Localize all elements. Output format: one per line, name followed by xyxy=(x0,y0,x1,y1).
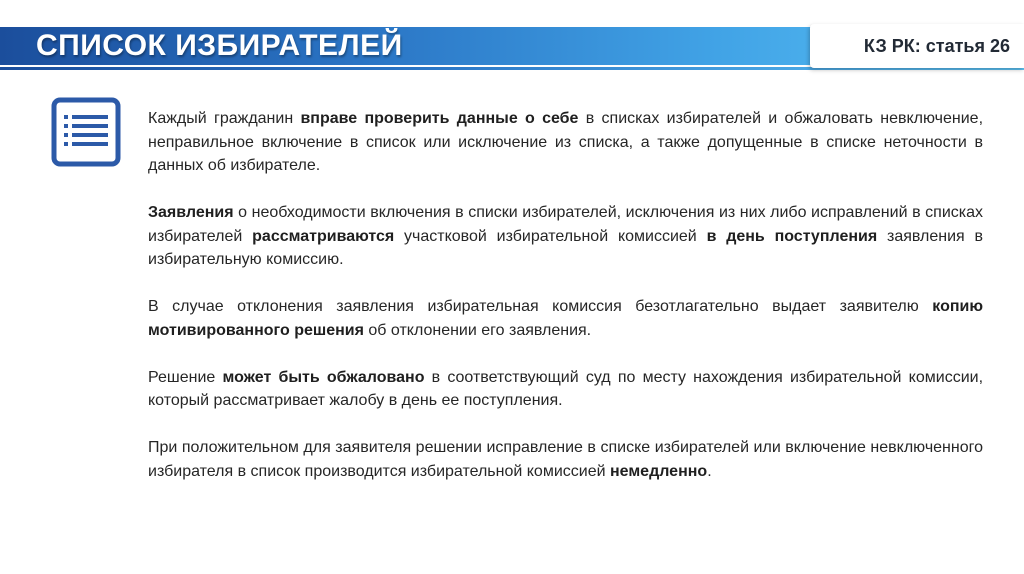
text: При положительном для заявителя решении исправление в списке избирателей или включение невключенного избирателя в список производится избирательной комиссией xyxy=(148,439,983,480)
emphasis: рассматриваются xyxy=(252,227,395,245)
text: Решение xyxy=(148,368,223,386)
text: о необходимости включения в списки избирателей, исключения из них либо исправлений в списках избирателей xyxy=(148,204,983,245)
law-reference-box xyxy=(810,24,1024,68)
emphasis: немедленно xyxy=(609,462,708,480)
article-body xyxy=(148,107,983,507)
emphasis: вправе проверить данные о себе xyxy=(300,110,579,127)
text: заявления в избирательную комиссию. xyxy=(148,227,984,268)
paragraph-appeal xyxy=(148,366,983,413)
text: В случае отклонения заявления избирательная комиссия безотлагательно выдает заявителю xyxy=(148,298,933,315)
paragraph-correction xyxy=(148,436,983,483)
paragraph-rejection xyxy=(148,295,983,342)
emphasis: Заявления xyxy=(148,204,234,221)
law-reference-label: КЗ РК: статья 26 xyxy=(863,36,1010,56)
text: в списках избирателей и обжаловать невключение, неправильное включение в список или исключение из списка, а также допущенные в списке неточности в данных об избирателе. xyxy=(148,110,984,174)
paragraph-applications xyxy=(148,201,983,272)
list-icon xyxy=(51,97,121,167)
emphasis: в день поступления xyxy=(706,227,878,245)
emphasis: копию мотивированного решения xyxy=(148,298,983,339)
text: . xyxy=(707,462,712,480)
text: в соответствующий суд по месту нахождения избирательной комиссии, который рассматривает жалобу в день ее поступления. xyxy=(148,368,984,409)
text: Каждый гражданин xyxy=(148,110,301,127)
paragraph-right-to-check xyxy=(148,107,983,178)
text: участковой избирательной комиссией xyxy=(394,227,707,245)
text: об отклонении его заявления. xyxy=(363,321,592,339)
page-title: СПИСОК ИЗБИРАТЕЛЕЙ xyxy=(36,29,403,62)
emphasis: может быть обжаловано xyxy=(222,368,425,386)
